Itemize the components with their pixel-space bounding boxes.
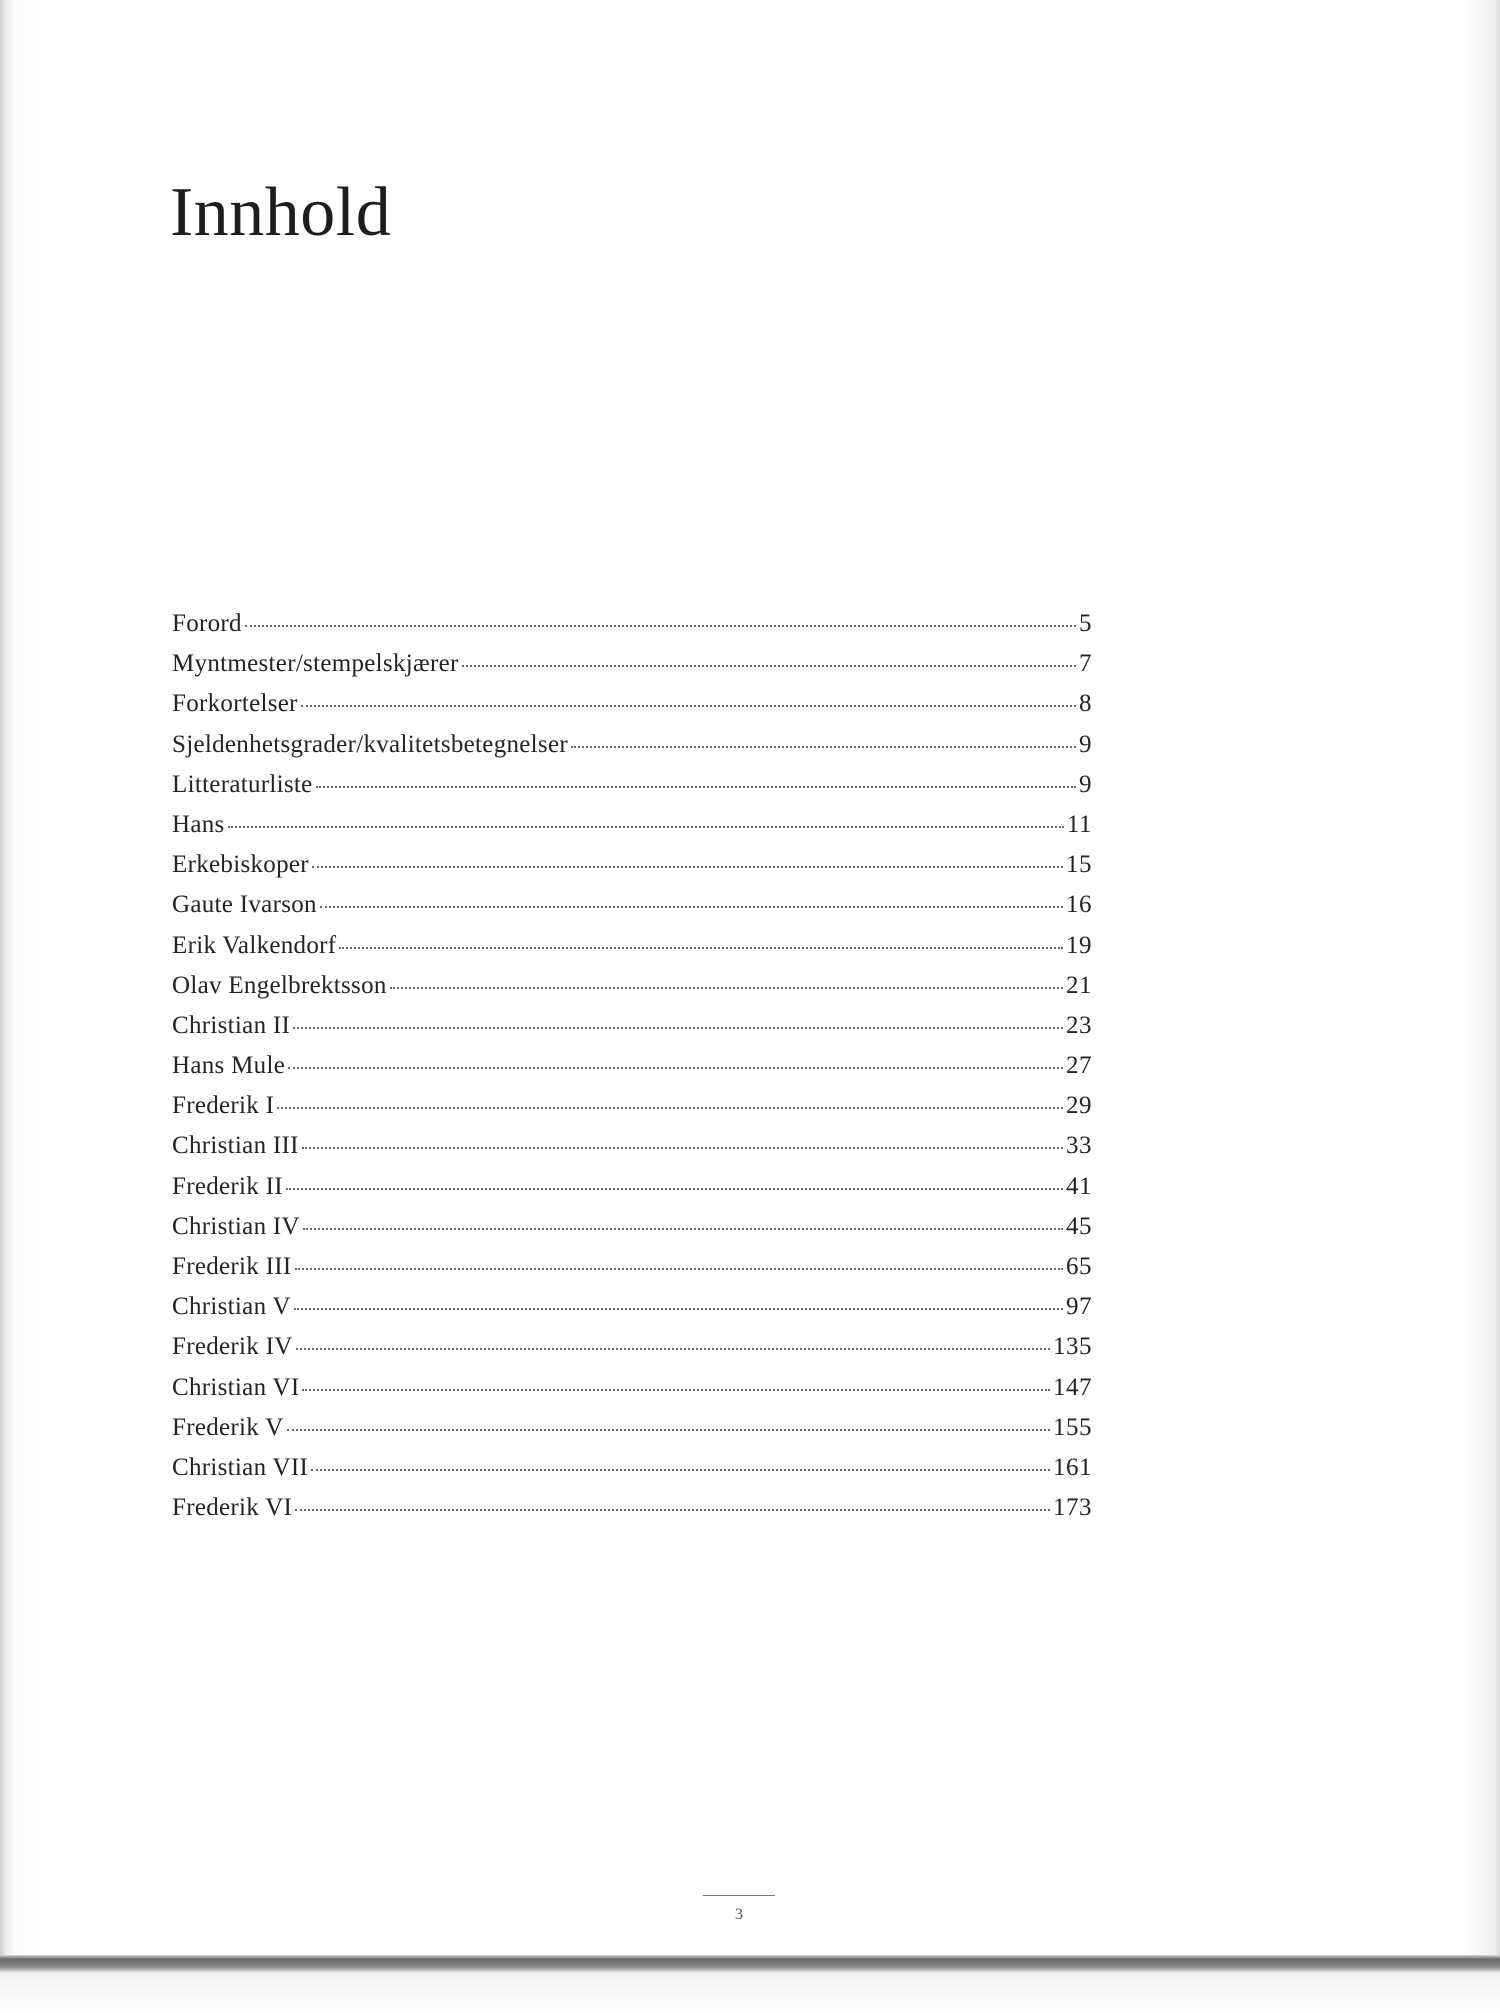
page-number: 3 [735, 1906, 743, 1923]
toc-entry-page: 33 [1066, 1132, 1092, 1160]
toc-entry-label: Erkebiskoper [172, 851, 309, 879]
toc-entry-page: 65 [1066, 1253, 1092, 1280]
toc-entry [172, 972, 1092, 1012]
toc-entry-label: Christian V [172, 1293, 291, 1321]
toc-entry [172, 891, 1092, 931]
toc-dot-leader [339, 947, 1063, 949]
toc-entry-label: Hans [172, 810, 225, 838]
toc-entry-label: Frederik V [172, 1413, 284, 1441]
footer-rule [703, 1895, 775, 1896]
toc-entry-label: Erik Valkendorf [172, 931, 337, 959]
toc-entry [172, 1454, 1092, 1494]
toc-dot-leader [294, 1308, 1063, 1310]
toc-entry-label: Frederik VI [172, 1494, 293, 1522]
toc-entry-page: 155 [1053, 1413, 1092, 1441]
toc-entry [172, 1494, 1092, 1534]
toc-entry [172, 1173, 1092, 1213]
toc-entry-page: 19 [1066, 931, 1092, 959]
toc-entry [172, 1374, 1092, 1414]
toc-entry-page: 147 [1053, 1373, 1092, 1401]
toc-entry-page: 161 [1053, 1453, 1092, 1481]
toc-entry-label: Gaute Ivarson [172, 891, 317, 919]
toc-entry-label: Litteraturliste [172, 770, 313, 798]
toc-dot-leader [390, 987, 1063, 989]
toc-entry-page: 16 [1066, 891, 1092, 919]
toc-dot-leader [295, 1268, 1063, 1270]
toc-dot-leader [462, 665, 1076, 667]
toc-entry-label: Frederik II [172, 1172, 283, 1200]
toc-entry [172, 1012, 1092, 1052]
page-edge-shadow [1494, 0, 1500, 2013]
toc-entry [172, 1213, 1092, 1253]
toc-entry-page: 23 [1066, 1011, 1092, 1039]
toc-entry [172, 1333, 1092, 1373]
toc-entry-label: Hans Mule [172, 1052, 286, 1080]
toc-entry-page: 11 [1066, 810, 1092, 838]
toc-entry-page: 135 [1053, 1333, 1092, 1361]
toc-entry-label: Christian IV [172, 1212, 300, 1240]
toc-entry [172, 731, 1092, 771]
toc-entry [172, 690, 1092, 730]
toc-entry-label: Forkortelser [172, 690, 298, 718]
toc-entry-page: 21 [1066, 971, 1092, 999]
toc-entry-page: 29 [1066, 1092, 1092, 1120]
toc-entry [172, 1092, 1092, 1132]
toc-entry [172, 1132, 1092, 1172]
toc-dot-leader [571, 746, 1076, 748]
toc-entry-page: 8 [1079, 690, 1092, 718]
toc-entry [172, 851, 1092, 891]
toc-entry-label: Christian III [172, 1132, 299, 1160]
toc-dot-leader [311, 1469, 1050, 1471]
toc-entry-label: Christian II [172, 1011, 291, 1039]
toc-entry-page: 7 [1079, 650, 1092, 678]
toc-dot-leader [320, 906, 1063, 908]
toc-dot-leader [312, 866, 1063, 868]
toc-entry-page: 5 [1079, 610, 1092, 637]
toc-dot-leader [245, 625, 1076, 627]
toc-entry [172, 650, 1092, 690]
toc-entry-label: Myntmester/stempelskjærer [172, 650, 459, 678]
toc-dot-leader [286, 1188, 1063, 1190]
toc-entry [172, 771, 1092, 811]
toc-entry [172, 610, 1092, 650]
toc-entry-page: 9 [1079, 770, 1092, 798]
toc-entry-label: Frederik III [172, 1253, 292, 1280]
toc-entry-page: 97 [1066, 1293, 1092, 1321]
toc-entry-page: 15 [1066, 851, 1092, 879]
toc-entry-label: Frederik I [172, 1092, 275, 1120]
toc-dot-leader [295, 1509, 1050, 1511]
toc-entry [172, 1253, 1092, 1293]
toc-dot-leader [302, 1389, 1050, 1391]
toc-entry-page: 173 [1053, 1494, 1092, 1522]
toc-entry-page: 27 [1066, 1052, 1092, 1080]
toc-entry [172, 1293, 1092, 1333]
toc-entry-label: Forord [172, 610, 242, 637]
toc-dot-leader [228, 826, 1064, 828]
toc-dot-leader [296, 1348, 1050, 1350]
toc-entry [172, 1414, 1092, 1454]
toc-dot-leader [316, 786, 1076, 788]
page-title: Innhold [170, 174, 392, 251]
toc-dot-leader [287, 1429, 1050, 1431]
toc-entry-label: Sjeldenhetsgrader/kvalitetsbetegnelser [172, 730, 568, 758]
toc-entry-label: Frederik IV [172, 1333, 293, 1361]
toc-entry-label: Olav Engelbrektsson [172, 971, 387, 999]
toc-dot-leader [293, 1027, 1063, 1029]
toc-entry [172, 932, 1092, 972]
toc-dot-leader [303, 1228, 1063, 1230]
table-of-contents [172, 610, 1092, 1534]
toc-entry-page: 41 [1066, 1172, 1092, 1200]
toc-entry [172, 811, 1092, 851]
toc-dot-leader [277, 1107, 1063, 1109]
toc-entry [172, 1052, 1092, 1092]
book-spine-edge [0, 1955, 1500, 2013]
toc-dot-leader [301, 705, 1076, 707]
toc-entry-label: Christian VII [172, 1453, 309, 1481]
toc-entry-label: Christian VI [172, 1373, 300, 1401]
toc-dot-leader [288, 1067, 1063, 1069]
toc-dot-leader [302, 1147, 1063, 1149]
toc-entry-page: 45 [1066, 1212, 1092, 1240]
toc-entry-page: 9 [1079, 730, 1092, 758]
